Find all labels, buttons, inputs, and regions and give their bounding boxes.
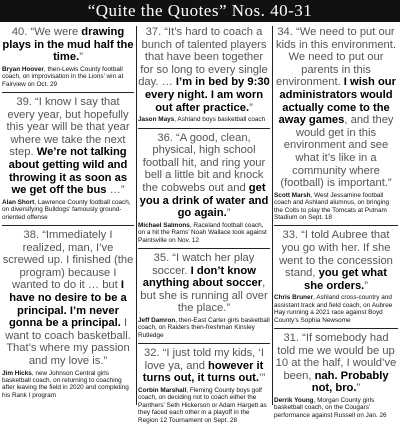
speaker-detail: , Ashland cross-country and assistant track and field coach, on Aubree Hay running a 2021 race against Boyd County’s Sophia Newsome [274,294,393,324]
quote-segment: “I told Aubree that you go with her. If she went to the concession stand, [279,229,393,280]
quote-highlight: you get what she orders. [303,267,387,292]
column-middle [138,26,270,424]
quote-number: 32. [143,347,163,360]
speaker-name: Derrik Young [274,396,314,404]
quote-39 [2,96,134,221]
divider [138,128,270,129]
quote-attribution [274,397,398,419]
speaker-detail: , then-East Carter girls basketball coach, on Raiders then-freshman Kinsley Rutledge [138,316,270,339]
quote-attribution [138,317,270,339]
quote-segment: , and they would get in this environment and see what it’s like in a community where (football) is important.” [280,114,394,190]
speaker-detail: , Raceland football coach, on a hit the Rams’ Noah Wallace took against Paintsville on Nov. 12 [138,221,267,244]
quote-segment: “A good, clean, physical, high school football hit, and ring your bell a little bit and knock the cobwebs out and [142,131,266,194]
quote-text [274,26,398,190]
quote-number: 37. [145,26,165,38]
quote-32 [138,347,270,424]
speaker-detail: , Morgan County girls basketball coach, on the Cougars’ performance against Russell on Jan. 26 [274,396,387,419]
quote-35 [138,252,270,339]
speaker-name: Alan Short [2,198,35,206]
quote-segment: “I watch her play soccer. [152,251,255,277]
quote-31 [274,332,398,419]
quote-segment: ” [226,207,231,220]
quote-number: 38. [23,228,43,241]
speaker-name: Scott Marsh [274,191,311,199]
quote-text [138,347,270,385]
quote-highlight: I have no desire to be a principal. I’m never gonna be a principal. [8,279,127,330]
speaker-detail: , then-Lewis County football coach, on improvisation in the Lions’ win at Fairview on Oct. 29 [2,65,124,88]
quote-segment: “We need to put our kids in this environment. We need to put our parents in this environment. [275,26,396,89]
column-divider [136,26,137,405]
quote-number: 33. [282,229,302,242]
banner-title: “Quite the Quotes” Nos. 40-31 [0,0,400,22]
speaker-detail: , Fleming County boys golf coach, on deciding not to coach either the Panthers’ Seth Hickerson or Adam Hargett as they faced each other in a playoff in the Region 12 Tournament on Sept. 28 [138,386,267,424]
quote-segment: ’” [259,372,266,385]
quote-highlight: We’re not talking about getting wild and throwing it as soon as we get off the bus [8,146,128,197]
quote-highlight: I don’t know anything about soccer [142,264,263,290]
quote-attribution [138,222,270,244]
quote-segment: …” [106,184,125,197]
quote-highlight: I wish our administrators would actually come to the away games [278,76,396,127]
speaker-name: Jeff Damron [138,316,176,324]
quote-segment: I want to coach basketball. That’s where my passion and my love is.” [5,317,131,367]
quote-attribution [138,387,270,424]
quote-attribution [274,294,398,324]
quote-34 [274,26,398,221]
quote-36 [138,132,270,244]
quote-highlight: get you a drink of water and go again. [139,181,269,220]
quote-attribution [2,199,134,221]
quote-number: 34. [277,26,296,38]
divider [274,328,398,329]
quote-text [2,96,134,197]
divider [274,225,398,226]
quote-text [274,332,398,395]
divider [138,343,270,344]
speaker-detail: , Lawrence County football coach, on diversifying Bulldogs’ famously ground-oriented offense [2,198,131,221]
quote-number: 31. [283,331,303,344]
quote-attribution [138,116,270,123]
quote-segment: ” [364,279,369,292]
quote-highlight: I’m in bed by 9:30 every night. I am worn out after practice. [144,76,270,114]
quote-text [274,229,398,292]
quote-segment: , but she is running all over the place.” [140,277,268,315]
speaker-name: Chris Bruner [274,294,314,302]
quote-segment: “I know I say that every year, but hopefully this year will be that year where we take the next step. [6,96,130,159]
column-divider [272,26,273,405]
column-left [2,26,134,407]
quote-segment: ” [249,101,253,114]
quote-40 [2,26,134,88]
quote-38 [2,229,134,399]
speaker-name: Corbin Marshall [138,386,187,394]
quote-text [2,26,134,64]
quote-number: 35. [153,251,173,264]
quote-highlight: nah. Probably not, bro. [311,369,389,395]
quote-37 [138,26,270,124]
quote-highlight: drawing plays in the mud half the time. [2,26,134,64]
quote-text [138,26,270,114]
quote-number: 36. [157,131,177,144]
speaker-name: Jim Hicks [2,369,32,377]
divider [2,225,134,226]
speaker-detail: , new Johnson Central girls basketball coach, on returning to coaching after leaving the field in 2020 and completing his Rank I program [2,369,129,399]
quote-segment: “If somebody had told me we would be up 10 at the half, I would’ve been, [275,331,397,382]
quote-number: 40. [11,26,31,38]
speaker-detail: , Ashland boys basketball coach [174,116,266,124]
quote-attribution [2,370,134,400]
quote-segment: ” [79,51,83,64]
divider [2,92,134,93]
quote-number: 39. [16,96,36,108]
quote-attribution [274,192,398,222]
quote-segment: “It’s hard to coach a bunch of talented players that have been together for so long to every single day. … [138,26,268,89]
quote-segment: ” [356,382,361,395]
quote-segment: “I just told my kids, ‘I love ya, and [144,347,264,372]
quote-segment: “We were [30,26,82,38]
quote-text [138,132,270,220]
quote-attribution [2,66,134,88]
speaker-name: Bryan Hoover [2,65,44,73]
speaker-detail: , West Jessamine football coach and Ashland alumnus, on bringing the Colts to play the Tomcats at Putnam Stadium on Sept. 18 [274,191,390,221]
quote-segment: “Immediately I realized, man, I’ve screwed up. I finished (the program) because I wanted to do it … but [2,228,134,292]
quote-33 [274,229,398,324]
quote-text [138,252,270,315]
speaker-name: Michael Salmons [138,221,190,229]
quote-highlight: however it turns out, it turns out. [142,359,264,385]
speaker-name: Jason Mays [138,116,175,124]
column-right [274,26,398,419]
quote-text [2,229,134,368]
divider [138,248,270,249]
